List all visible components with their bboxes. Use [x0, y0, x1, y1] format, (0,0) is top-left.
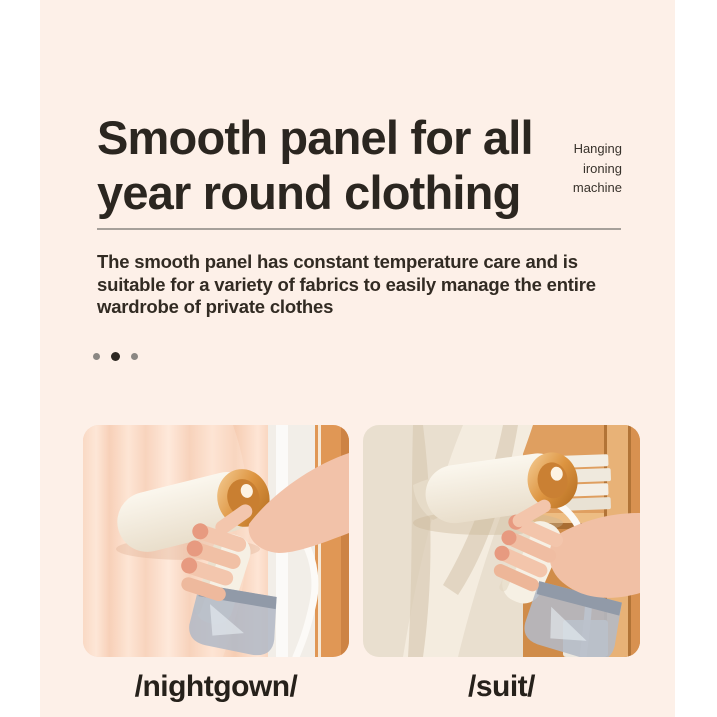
suit-label: /suit/: [467, 670, 535, 703]
divider-line: [97, 228, 621, 230]
description-line-3: wardrobe of private clothes: [97, 296, 334, 318]
carousel-dots: [93, 351, 138, 361]
carousel-dot-2-active: [111, 352, 120, 361]
carousel-dot-3: [131, 353, 138, 360]
nightgown-photo: [83, 425, 349, 657]
suit-photo: [363, 425, 640, 657]
description-line-1: The smooth panel has constant temperature care and is: [97, 251, 578, 272]
headline: [97, 111, 597, 220]
description-line-2: suitable for a variety of fabrics to easily manage the entire: [97, 273, 596, 295]
carousel-dot-1: [93, 353, 100, 360]
tagline: Hanging ironing machine: [572, 141, 622, 195]
nightgown-label: /nightgown/: [134, 670, 298, 703]
headline-line-1: Smooth panel for all: [97, 111, 533, 165]
suit-photo-illustration: [363, 425, 640, 657]
headline-line-2: year round clothing: [97, 166, 521, 219]
description: [97, 251, 617, 319]
nightgown-photo-illustration: [83, 425, 349, 657]
